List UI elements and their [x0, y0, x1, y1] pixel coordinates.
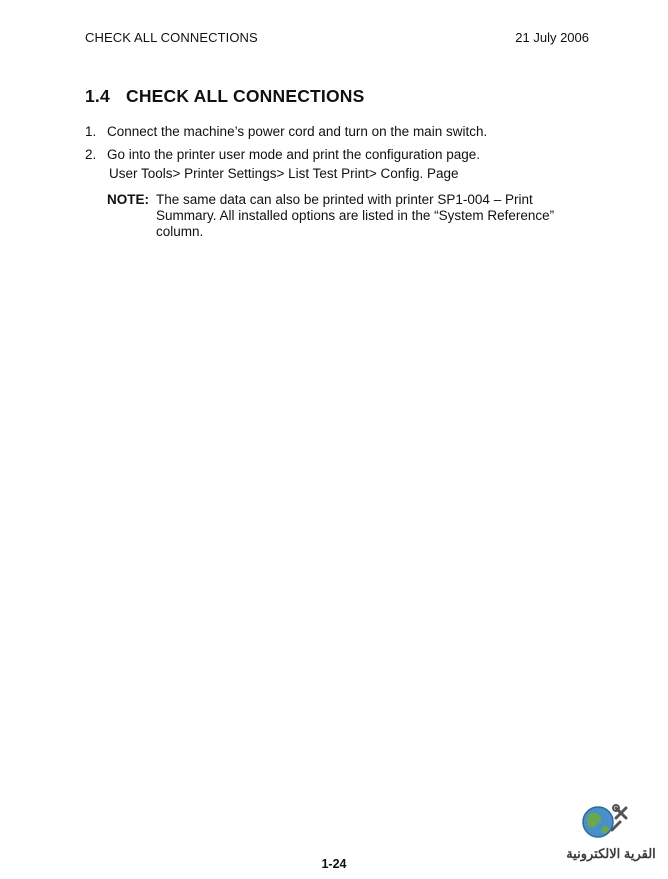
note-label: NOTE:: [107, 192, 149, 207]
section-number: 1.4: [85, 86, 110, 106]
step-number: 1.: [85, 124, 97, 139]
running-header-date: 21 July 2006: [515, 30, 589, 45]
section-title: CHECK ALL CONNECTIONS: [126, 86, 365, 106]
step-text: Go into the printer user mode and print the configuration page.: [107, 147, 480, 162]
step-text: Connect the machine’s power cord and turn on the main switch.: [107, 124, 488, 139]
step-item: [85, 145, 480, 164]
section-heading: [85, 86, 365, 107]
step-number: 2.: [85, 147, 97, 162]
running-header-title: CHECK ALL CONNECTIONS: [85, 30, 258, 45]
note-text: The same data can also be printed with printer SP1-004 – Print Summary. All installed options are listed in the “System Reference” column.: [156, 192, 555, 240]
note-block: [107, 192, 577, 241]
menu-path: User Tools> Printer Settings> List Test Print> Config. Page: [109, 166, 459, 181]
step-item: [85, 122, 487, 141]
page-number: 1-24: [321, 857, 347, 871]
watermark-text: القرية الالكترونية: [566, 846, 656, 861]
